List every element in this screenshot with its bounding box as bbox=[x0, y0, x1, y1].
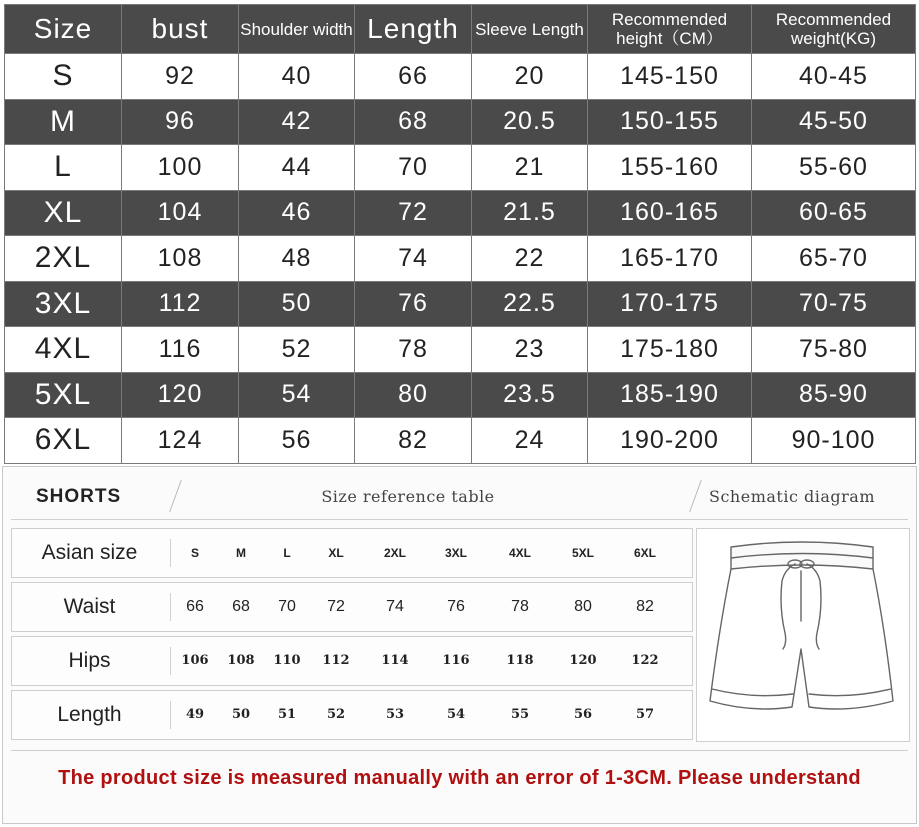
measurement-note: The product size is measured manually with an error of 1-3CM. Please understand bbox=[58, 767, 861, 789]
height-cell: 170-175 bbox=[588, 281, 752, 327]
shoulder-cell: 50 bbox=[239, 281, 355, 327]
height-cell: 185-190 bbox=[588, 372, 752, 418]
bust-cell: 100 bbox=[122, 145, 239, 191]
table-row bbox=[5, 281, 916, 327]
length-value: 57 bbox=[635, 707, 655, 722]
length-cell: 74 bbox=[355, 236, 472, 282]
waist-value: 76 bbox=[447, 598, 465, 615]
size-value: XL bbox=[328, 546, 344, 560]
length-cell: 68 bbox=[355, 99, 472, 145]
shoulder-cell: 46 bbox=[239, 190, 355, 236]
size-value: 6XL bbox=[633, 546, 656, 560]
size-value: 4XL bbox=[508, 546, 531, 560]
waist-value: 68 bbox=[232, 598, 250, 615]
shorts-row-hips bbox=[11, 636, 693, 686]
table-row bbox=[5, 418, 916, 464]
table-row bbox=[5, 54, 916, 100]
bust-cell: 104 bbox=[122, 190, 239, 236]
top-table-header-row bbox=[5, 5, 916, 54]
height-cell: 190-200 bbox=[588, 418, 752, 464]
sleeve-cell: 23 bbox=[472, 327, 588, 373]
length-cell: 70 bbox=[355, 145, 472, 191]
length-cell: 76 bbox=[355, 281, 472, 327]
length-value: 53 bbox=[385, 707, 405, 722]
divider-slash bbox=[169, 480, 182, 512]
height-cell: 155-160 bbox=[588, 145, 752, 191]
schematic-diagram-box bbox=[696, 528, 910, 742]
length-value: 56 bbox=[573, 707, 593, 722]
weight-cell: 75-80 bbox=[752, 327, 916, 373]
table-row bbox=[5, 99, 916, 145]
size-cell: L bbox=[5, 145, 122, 191]
size-cell: 4XL bbox=[5, 327, 122, 373]
hips-value: 108 bbox=[227, 653, 255, 668]
length-cell: 66 bbox=[355, 54, 472, 100]
table-row bbox=[5, 327, 916, 373]
waist-value: 80 bbox=[574, 598, 592, 615]
header-sleeve-length: Sleeve Length bbox=[472, 5, 588, 54]
hips-value: 118 bbox=[506, 653, 534, 668]
shorts-row-waist bbox=[11, 582, 693, 632]
weight-cell: 45-50 bbox=[752, 99, 916, 145]
top-size-table bbox=[4, 4, 916, 464]
header-bust: bust bbox=[122, 5, 239, 54]
bust-cell: 92 bbox=[122, 54, 239, 100]
weight-cell: 40-45 bbox=[752, 54, 916, 100]
length-value: 50 bbox=[231, 707, 251, 722]
height-cell: 145-150 bbox=[588, 54, 752, 100]
size-cell: 5XL bbox=[5, 372, 122, 418]
length-value: 55 bbox=[510, 707, 530, 722]
sleeve-cell: 22.5 bbox=[472, 281, 588, 327]
waist-value: 70 bbox=[278, 598, 296, 615]
length-value: 52 bbox=[326, 707, 346, 722]
weight-cell: 60-65 bbox=[752, 190, 916, 236]
bust-cell: 124 bbox=[122, 418, 239, 464]
shoulder-cell: 40 bbox=[239, 54, 355, 100]
waist-value: 82 bbox=[636, 598, 654, 615]
length-cell: 82 bbox=[355, 418, 472, 464]
shoulder-cell: 42 bbox=[239, 99, 355, 145]
waist-value: 72 bbox=[327, 598, 345, 615]
size-value: S bbox=[190, 546, 199, 560]
shorts-row-length bbox=[11, 690, 693, 740]
sleeve-cell: 22 bbox=[472, 236, 588, 282]
sleeve-cell: 21 bbox=[472, 145, 588, 191]
row-label: Asian size bbox=[41, 541, 138, 564]
shorts-title: SHORTS bbox=[36, 486, 122, 507]
sleeve-cell: 20.5 bbox=[472, 99, 588, 145]
header-size: Size bbox=[5, 5, 122, 54]
size-cell: 3XL bbox=[5, 281, 122, 327]
size-cell: M bbox=[5, 99, 122, 145]
bust-cell: 108 bbox=[122, 236, 239, 282]
table-row bbox=[5, 190, 916, 236]
size-reference-title: Size reference table bbox=[321, 487, 495, 506]
header-recommended-weight: Recommended weight(KG) bbox=[752, 5, 916, 54]
bust-cell: 120 bbox=[122, 372, 239, 418]
shoulder-cell: 44 bbox=[239, 145, 355, 191]
size-value: 2XL bbox=[383, 546, 406, 560]
length-cell: 78 bbox=[355, 327, 472, 373]
sleeve-cell: 20 bbox=[472, 54, 588, 100]
row-label: Waist bbox=[63, 595, 116, 618]
size-value: 5XL bbox=[571, 546, 594, 560]
shorts-row-asian-size bbox=[11, 528, 693, 578]
shoulder-cell: 48 bbox=[239, 236, 355, 282]
shorts-panel bbox=[2, 466, 917, 824]
sleeve-cell: 23.5 bbox=[472, 372, 588, 418]
size-cell: 6XL bbox=[5, 418, 122, 464]
size-value: 3XL bbox=[444, 546, 467, 560]
table-row bbox=[5, 372, 916, 418]
waist-value: 78 bbox=[511, 598, 529, 615]
row-label: Hips bbox=[68, 649, 111, 672]
hips-value: 106 bbox=[181, 653, 209, 668]
table-row bbox=[5, 145, 916, 191]
shoulder-cell: 54 bbox=[239, 372, 355, 418]
height-cell: 165-170 bbox=[588, 236, 752, 282]
size-cell: S bbox=[5, 54, 122, 100]
divider-slash bbox=[689, 480, 702, 512]
bust-cell: 96 bbox=[122, 99, 239, 145]
length-value: 54 bbox=[446, 707, 466, 722]
shorts-schematic-icon bbox=[697, 529, 909, 741]
hips-value: 114 bbox=[381, 653, 409, 668]
waist-value: 66 bbox=[186, 598, 204, 615]
hips-value: 120 bbox=[569, 653, 597, 668]
schematic-diagram-title: Schematic diagram bbox=[709, 487, 875, 506]
weight-cell: 55-60 bbox=[752, 145, 916, 191]
header-recommended-height: Recommended height（CM） bbox=[588, 5, 752, 54]
sleeve-cell: 24 bbox=[472, 418, 588, 464]
length-cell: 80 bbox=[355, 372, 472, 418]
header-shoulder-width: Shoulder width bbox=[239, 5, 355, 54]
shoulder-cell: 52 bbox=[239, 327, 355, 373]
table-row bbox=[5, 236, 916, 282]
weight-cell: 70-75 bbox=[752, 281, 916, 327]
size-value: L bbox=[283, 546, 291, 560]
weight-cell: 85-90 bbox=[752, 372, 916, 418]
size-cell: 2XL bbox=[5, 236, 122, 282]
weight-cell: 90-100 bbox=[752, 418, 916, 464]
length-value: 51 bbox=[277, 707, 297, 722]
bust-cell: 116 bbox=[122, 327, 239, 373]
sleeve-cell: 21.5 bbox=[472, 190, 588, 236]
length-cell: 72 bbox=[355, 190, 472, 236]
hips-value: 122 bbox=[631, 653, 659, 668]
bust-cell: 112 bbox=[122, 281, 239, 327]
weight-cell: 65-70 bbox=[752, 236, 916, 282]
bottom-divider bbox=[11, 750, 908, 751]
hips-value: 110 bbox=[273, 653, 301, 668]
height-cell: 160-165 bbox=[588, 190, 752, 236]
size-value: M bbox=[236, 546, 246, 560]
height-cell: 150-155 bbox=[588, 99, 752, 145]
size-cell: XL bbox=[5, 190, 122, 236]
header-length: Length bbox=[355, 5, 472, 54]
header-divider bbox=[11, 519, 908, 520]
waist-value: 74 bbox=[386, 598, 404, 615]
height-cell: 175-180 bbox=[588, 327, 752, 373]
row-label: Length bbox=[57, 703, 122, 726]
hips-value: 116 bbox=[442, 653, 470, 668]
length-value: 49 bbox=[185, 707, 205, 722]
shoulder-cell: 56 bbox=[239, 418, 355, 464]
hips-value: 112 bbox=[322, 653, 350, 668]
